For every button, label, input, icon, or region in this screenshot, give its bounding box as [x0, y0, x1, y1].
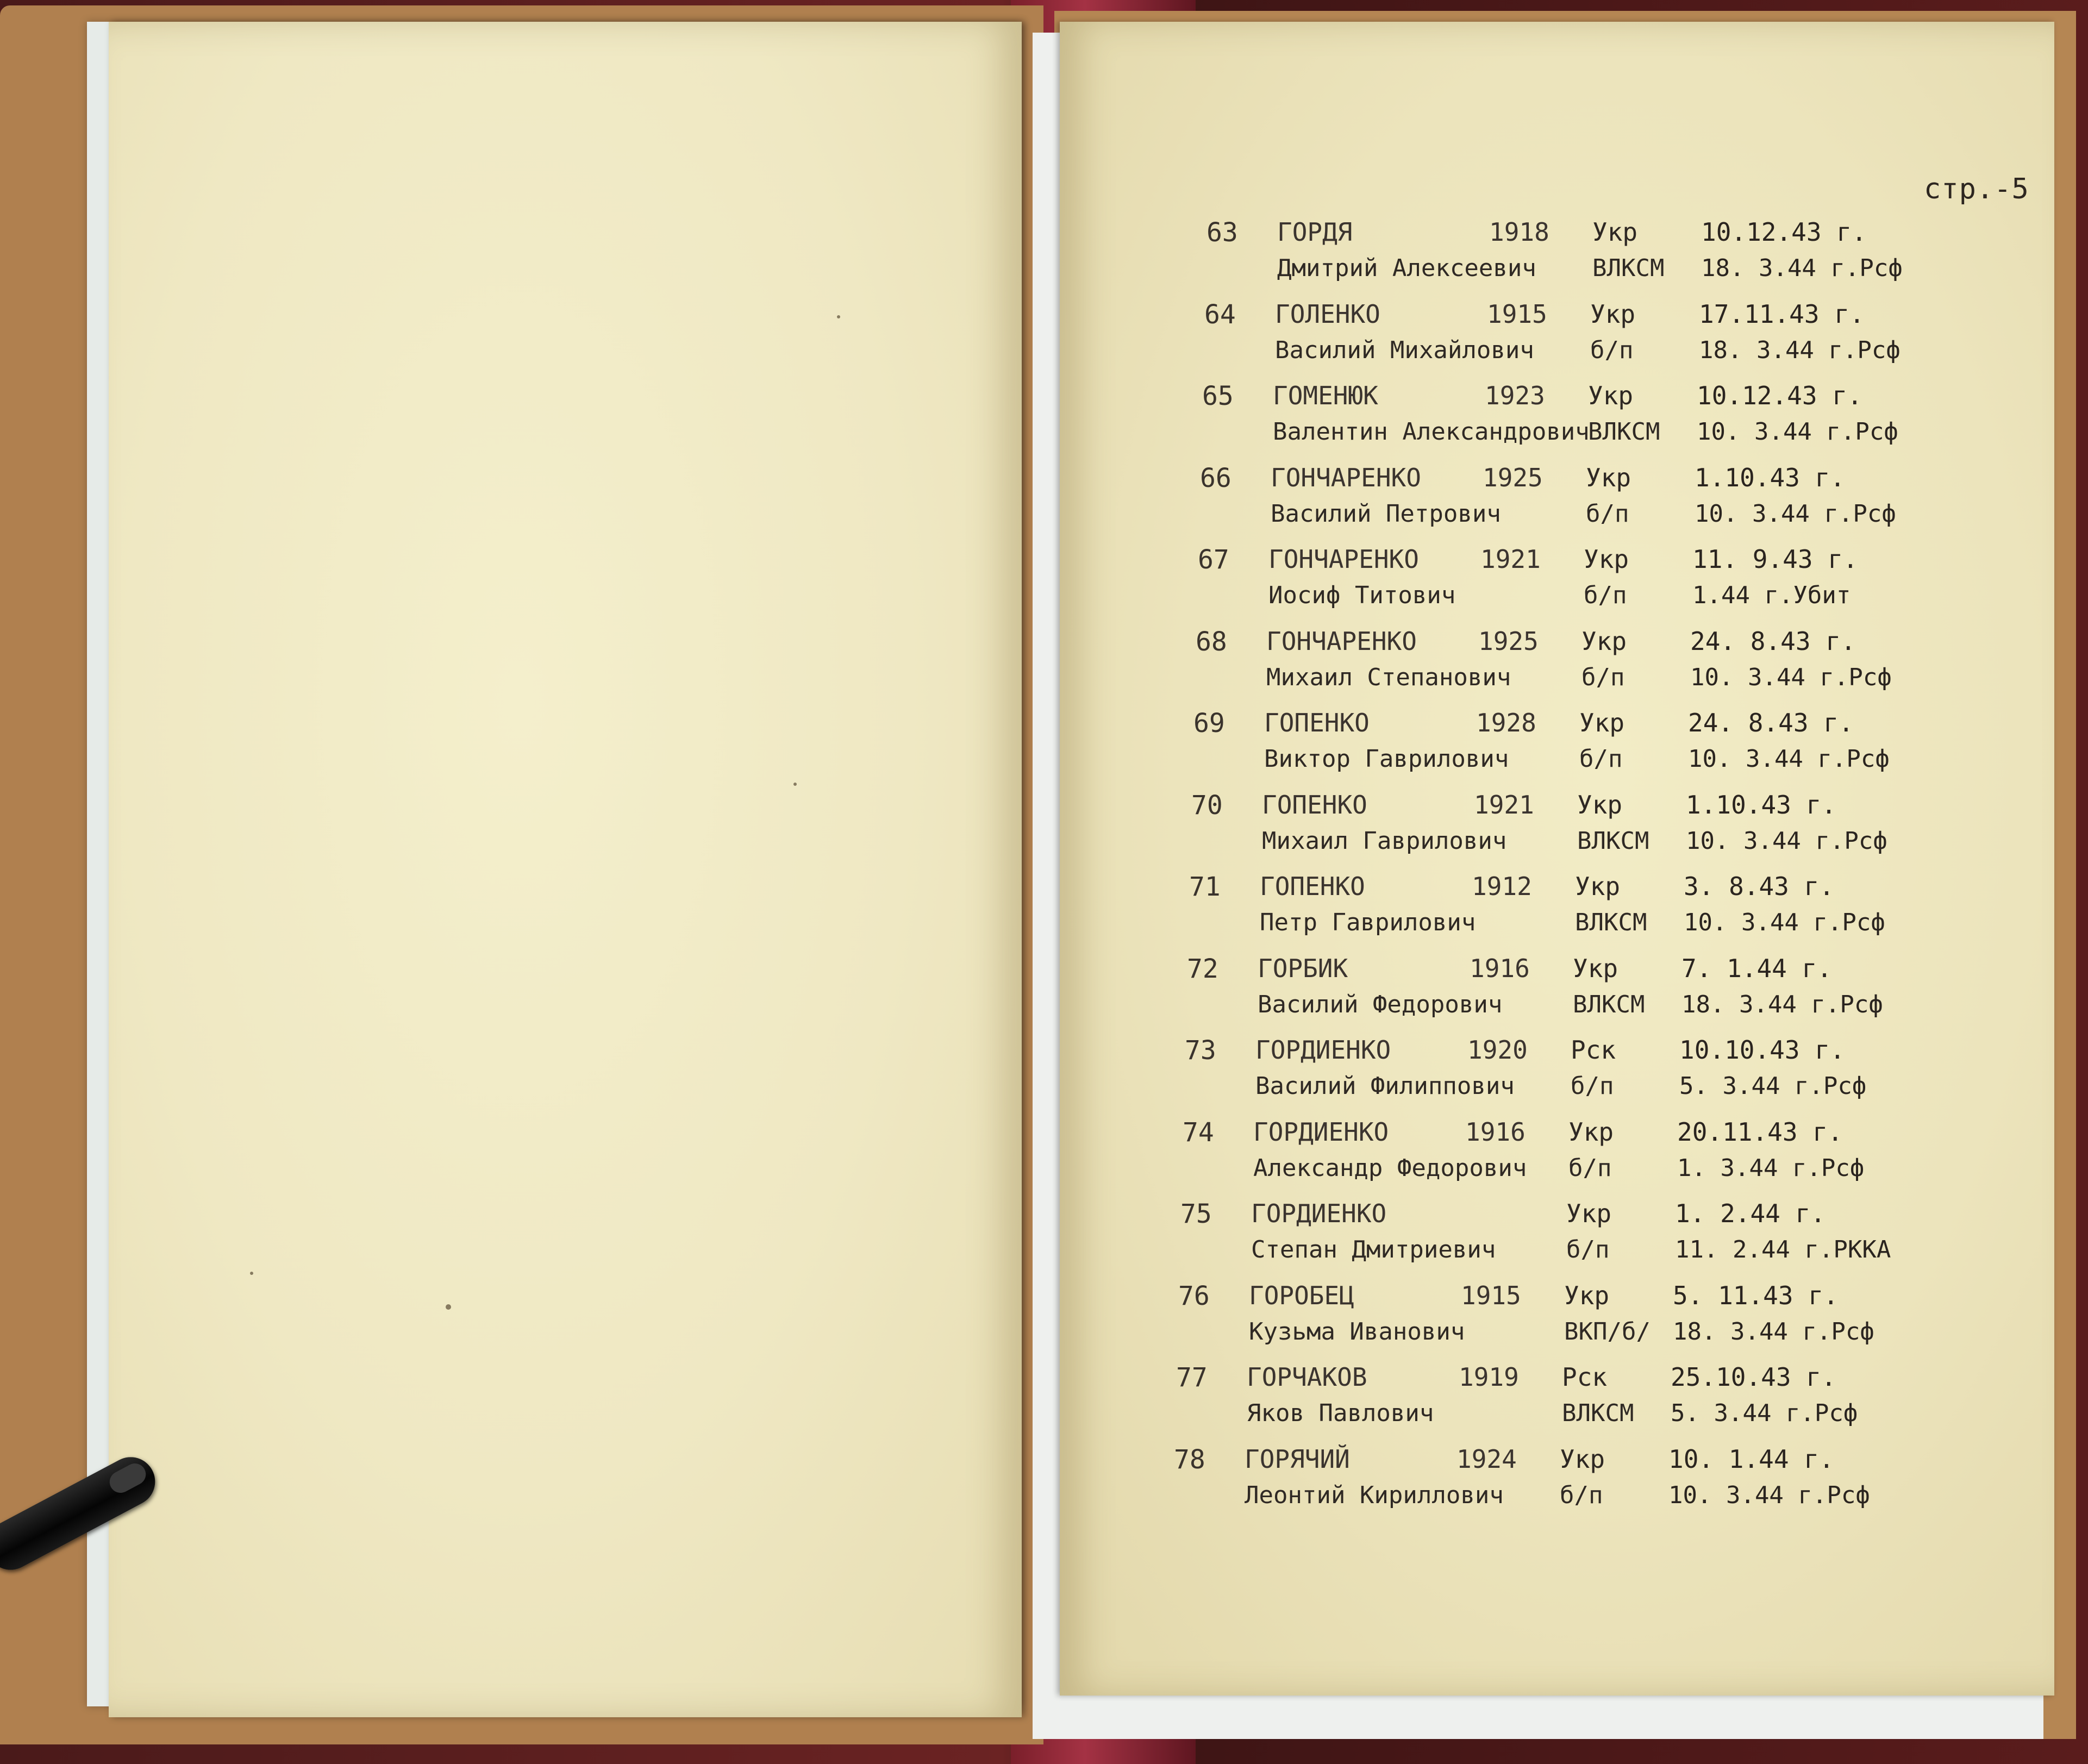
- date-called-up: 1. 2.44 г.: [1675, 1199, 1826, 1228]
- nationality: Укр: [1568, 1117, 1614, 1147]
- nationality: Рск: [1562, 1362, 1608, 1392]
- entry-number: 78: [1174, 1444, 1205, 1475]
- date-event: 10. 3.44 г.Рсф: [1684, 909, 1885, 936]
- given-names: Степан Дмитриевич: [1251, 1236, 1496, 1263]
- table-row: [1174, 1444, 1935, 1521]
- table-row: [1178, 1281, 1939, 1357]
- date-event: 18. 3.44 г.Рсф: [1673, 1317, 1874, 1346]
- date-event: 10. 3.44 г.Рсф: [1668, 1481, 1870, 1509]
- given-names: Петр Гаврилович: [1260, 909, 1476, 936]
- table-row: [1206, 217, 1967, 293]
- surname: ГОПЕНКО: [1262, 790, 1367, 820]
- surname: ГОНЧАРЕНКО: [1271, 462, 1421, 492]
- date-called-up: 11. 9.43 г.: [1692, 545, 1858, 574]
- table-row: [1196, 627, 1956, 703]
- given-names: Леонтий Кириллович: [1245, 1481, 1504, 1509]
- given-names: Кузьма Иванович: [1249, 1317, 1465, 1346]
- entry-number: 66: [1200, 462, 1231, 493]
- nationality: Укр: [1592, 217, 1638, 247]
- surname: ГОРДИЕНКО: [1253, 1117, 1389, 1147]
- entry-number: 75: [1180, 1199, 1212, 1229]
- birth-year: 1925: [1478, 626, 1539, 656]
- date-event: 10. 3.44 г.Рсф: [1690, 663, 1892, 691]
- surname: ГОМЕНЮК: [1273, 381, 1378, 410]
- date-event: 1.44 г.Убит: [1692, 581, 1851, 609]
- birth-year: 1915: [1461, 1280, 1521, 1310]
- birth-year: 1912: [1472, 872, 1532, 901]
- nationality: Укр: [1579, 708, 1625, 737]
- party-affiliation: б/п: [1590, 336, 1634, 364]
- surname: ГОРДЯ: [1277, 217, 1353, 247]
- surname: ГОРБИК: [1258, 953, 1348, 983]
- birth-year: 1915: [1487, 299, 1547, 329]
- given-names: Яков Павлович: [1247, 1399, 1434, 1427]
- date-event: 10. 3.44 г.Рсф: [1686, 827, 1887, 855]
- date-called-up: 10.12.43 г.: [1701, 217, 1867, 247]
- table-row: [1183, 1117, 1943, 1193]
- date-called-up: 5. 11.43 г.: [1673, 1280, 1839, 1310]
- nationality: Укр: [1581, 626, 1627, 656]
- entry-number: 71: [1189, 872, 1221, 902]
- date-called-up: 10. 1.44 г.: [1668, 1444, 1834, 1474]
- nationality: Укр: [1566, 1199, 1612, 1228]
- birth-year: 1916: [1470, 953, 1530, 983]
- date-called-up: 3. 8.43 г.: [1684, 872, 1834, 901]
- party-affiliation: б/п: [1579, 745, 1623, 773]
- nationality: Укр: [1577, 790, 1623, 820]
- given-names: Михаил Степанович: [1266, 663, 1511, 691]
- date-called-up: 7. 1.44 г.: [1681, 953, 1832, 983]
- party-affiliation: б/п: [1566, 1236, 1610, 1263]
- table-row: [1191, 790, 1952, 866]
- entry-number: 67: [1198, 545, 1229, 575]
- table-row: [1180, 1199, 1941, 1275]
- date-event: 10. 3.44 г.Рсф: [1688, 745, 1890, 773]
- date-called-up: 1.10.43 г.: [1695, 462, 1845, 492]
- date-called-up: 20.11.43 г.: [1677, 1117, 1843, 1147]
- party-affiliation: б/п: [1571, 1072, 1614, 1100]
- entry-number: 69: [1193, 708, 1225, 739]
- given-names: Виктор Гаврилович: [1264, 745, 1509, 773]
- date-event: 10. 3.44 г.Рсф: [1695, 499, 1896, 528]
- birth-year: 1918: [1489, 217, 1549, 247]
- entry-number: 68: [1196, 626, 1227, 657]
- party-affiliation: б/п: [1581, 663, 1625, 691]
- party-affiliation: ВЛКСМ: [1573, 990, 1645, 1018]
- date-called-up: 10.10.43 г.: [1679, 1035, 1845, 1065]
- nationality: Укр: [1575, 872, 1621, 901]
- page-number: стр.-5: [1924, 173, 2029, 205]
- date-called-up: 24. 8.43 г.: [1688, 708, 1854, 737]
- surname: ГОРДИЕНКО: [1255, 1035, 1391, 1065]
- entry-number: 72: [1187, 953, 1218, 984]
- entry-number: 65: [1202, 381, 1234, 411]
- birth-year: 1924: [1456, 1444, 1517, 1474]
- birth-year: 1925: [1483, 462, 1543, 492]
- table-row: [1176, 1362, 1937, 1438]
- birth-year: 1923: [1485, 381, 1545, 410]
- table-row: [1185, 1035, 1946, 1111]
- date-event: 1. 3.44 г.Рсф: [1677, 1154, 1865, 1182]
- birth-year: 1928: [1476, 708, 1536, 737]
- date-called-up: 17.11.43 г.: [1699, 299, 1865, 329]
- nationality: Укр: [1564, 1280, 1610, 1310]
- date-event: 11. 2.44 г.РККА: [1675, 1236, 1891, 1263]
- given-names: Михаил Гаврилович: [1262, 827, 1507, 855]
- date-called-up: 10.12.43 г.: [1697, 381, 1862, 410]
- birth-year: 1916: [1465, 1117, 1526, 1147]
- nationality: Укр: [1590, 299, 1636, 329]
- given-names: Александр Федорович: [1253, 1154, 1527, 1182]
- nationality: Укр: [1586, 462, 1631, 492]
- party-affiliation: ВЛКСМ: [1592, 254, 1665, 282]
- entry-number: 73: [1185, 1035, 1216, 1066]
- party-affiliation: ВЛКСМ: [1577, 827, 1649, 855]
- entry-number: 74: [1183, 1117, 1214, 1148]
- given-names: Валентин Александрович: [1273, 418, 1590, 446]
- party-affiliation: ВЛКСМ: [1575, 909, 1647, 936]
- date-called-up: 25.10.43 г.: [1671, 1362, 1836, 1392]
- surname: ГОНЧАРЕНКО: [1268, 545, 1419, 574]
- date-called-up: 24. 8.43 г.: [1690, 626, 1856, 656]
- birth-year: 1920: [1467, 1035, 1528, 1065]
- date-called-up: 1.10.43 г.: [1686, 790, 1836, 820]
- surname: ГОРЧАКОВ: [1247, 1362, 1367, 1392]
- party-affiliation: б/п: [1560, 1481, 1603, 1509]
- surname: ГОРЯЧИЙ: [1245, 1444, 1350, 1474]
- entry-number: 76: [1178, 1280, 1210, 1311]
- date-event: 18. 3.44 г.Рсф: [1701, 254, 1903, 282]
- date-event: 5. 3.44 г.Рсф: [1671, 1399, 1858, 1427]
- given-names: Василий Федорович: [1258, 990, 1503, 1018]
- table-row: [1198, 545, 1959, 621]
- date-event: 5. 3.44 г.Рсф: [1679, 1072, 1867, 1100]
- entry-number: 77: [1176, 1362, 1208, 1393]
- surname: ГОЛЕНКО: [1275, 299, 1380, 329]
- surname: ГОРОБЕЦ: [1249, 1280, 1354, 1310]
- table-row: [1189, 872, 1950, 948]
- birth-year: 1919: [1459, 1362, 1519, 1392]
- given-names: Василий Петрович: [1271, 499, 1501, 528]
- given-names: Василий Филиппович: [1255, 1072, 1515, 1100]
- nationality: Рск: [1571, 1035, 1616, 1065]
- nationality: Укр: [1560, 1444, 1605, 1474]
- given-names: Дмитрий Алексеевич: [1277, 254, 1536, 282]
- entry-number: 64: [1204, 299, 1236, 330]
- party-affiliation: б/п: [1584, 581, 1627, 609]
- nationality: Укр: [1573, 953, 1618, 983]
- entry-number: 70: [1191, 790, 1223, 821]
- party-affiliation: ВЛКСМ: [1562, 1399, 1634, 1427]
- table-row: [1202, 381, 1963, 457]
- party-affiliation: б/п: [1586, 499, 1629, 528]
- nationality: Укр: [1588, 381, 1634, 410]
- table-row: [1187, 954, 1948, 1030]
- entry-number: 63: [1206, 217, 1238, 248]
- surname: ГОПЕНКО: [1260, 872, 1365, 901]
- party-affiliation: ВЛКСМ: [1588, 418, 1660, 446]
- surname: ГОПЕНКО: [1264, 708, 1370, 737]
- date-event: 18. 3.44 г.Рсф: [1681, 990, 1883, 1018]
- table-row: [1200, 463, 1961, 539]
- date-event: 10. 3.44 г.Рсф: [1697, 418, 1898, 446]
- date-event: 18. 3.44 г.Рсф: [1699, 336, 1901, 364]
- surname: ГОРДИЕНКО: [1251, 1199, 1387, 1228]
- given-names: Василий Михайлович: [1275, 336, 1534, 364]
- party-affiliation: ВКП/б/: [1564, 1317, 1651, 1346]
- given-names: Иосиф Титович: [1268, 581, 1456, 609]
- party-affiliation: б/п: [1568, 1154, 1612, 1182]
- table-row: [1204, 299, 1965, 376]
- surname: ГОНЧАРЕНКО: [1266, 626, 1417, 656]
- birth-year: 1921: [1474, 790, 1534, 820]
- birth-year: 1921: [1480, 545, 1541, 574]
- nationality: Укр: [1584, 545, 1629, 574]
- table-row: [1193, 708, 1954, 784]
